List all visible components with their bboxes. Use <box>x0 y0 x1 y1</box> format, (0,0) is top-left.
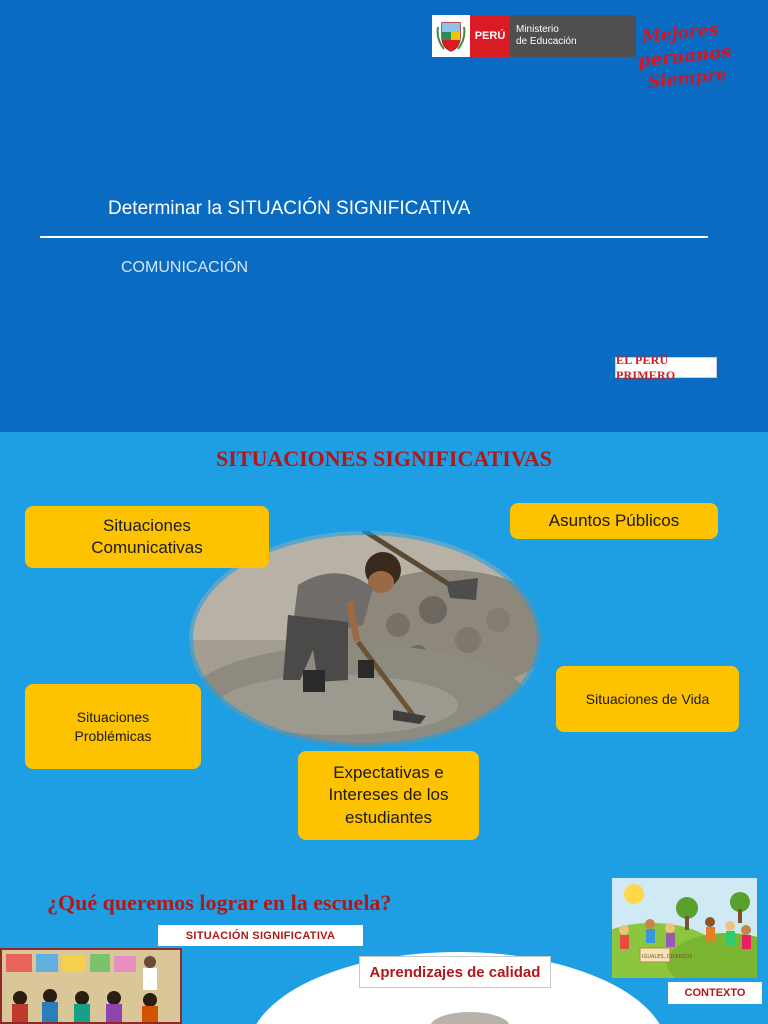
box-problemicas-line2: Problémicas <box>74 727 152 744</box>
classroom-photo <box>0 948 182 1024</box>
situacion-significativa-label: SITUACIÓN SIGNIFICATIVA <box>158 925 363 946</box>
box-situaciones-problemicas <box>25 684 201 769</box>
presentation-subtitle: COMUNICACIÓN <box>121 259 249 276</box>
peru-label: PERÚ <box>470 15 510 57</box>
box-asuntos-publicos: Asuntos Públicos <box>510 503 718 539</box>
box-expectativas-line3: estudiantes <box>345 807 432 827</box>
ministry-line1: Ministerio <box>516 24 559 35</box>
slogan-line3: Siempre <box>647 64 728 93</box>
slogan-logo <box>636 14 736 94</box>
box-situaciones-de-vida: Situaciones de Vida <box>556 666 739 732</box>
escuela-slide <box>0 864 768 1024</box>
box-expectativas-intereses <box>298 751 479 840</box>
box-problemicas-line1: Situaciones <box>76 709 150 726</box>
box-situaciones-comunicativas <box>25 506 269 568</box>
slide3-title: ¿Qué queremos lograr en la escuela? <box>47 890 392 915</box>
slogan-line1: Mejores <box>641 19 720 48</box>
box-comunicativas-line2: Comunicativas <box>91 538 203 557</box>
peru-primero-badge: EL PERÚ PRIMERO <box>615 357 717 378</box>
aprendizajes-label: Aprendizajes de calidad <box>359 956 551 988</box>
box-expectativas-line2: Intereses de los <box>328 785 449 805</box>
children-illustration <box>612 878 757 978</box>
box-comunicativas-line1: Situaciones <box>103 515 191 535</box>
illustration-sign-text: IGUALES, DIVERSOS <box>642 954 693 960</box>
slide2-title: SITUACIONES SIGNIFICATIVAS <box>215 446 552 471</box>
box-expectativas-line1: Expectativas e <box>333 763 444 783</box>
situaciones-slide <box>0 432 768 864</box>
title-divider <box>40 236 708 238</box>
presentation-title: Determinar la SITUACIÓN SIGNIFICATIVA <box>108 198 471 219</box>
contexto-label: CONTEXTO <box>668 982 762 1004</box>
title-slide <box>0 0 768 432</box>
slogan-line2: peruanos <box>637 41 733 72</box>
ministry-name <box>510 15 636 57</box>
ministry-logo <box>432 15 636 57</box>
ministry-line2: de Educación <box>516 36 577 47</box>
coat-of-arms-icon <box>432 15 470 57</box>
